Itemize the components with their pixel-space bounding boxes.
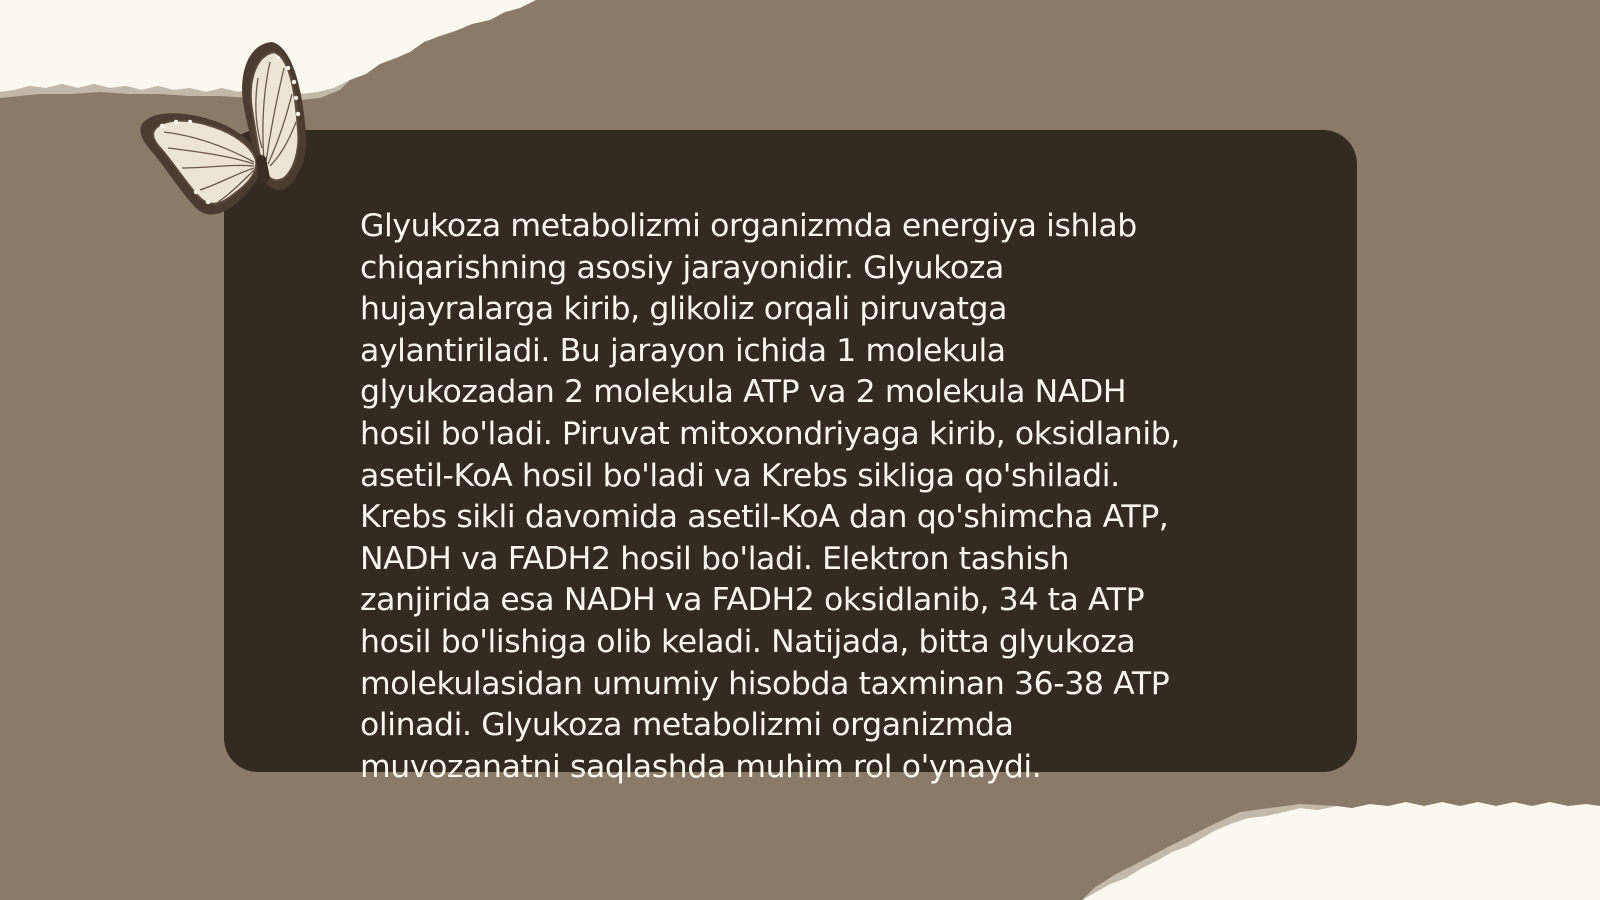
torn-paper-bottom-right bbox=[1082, 802, 1600, 900]
body-text: Glyukoza metabolizmi organizmda energiya ishlab chiqarishning asosiy jarayonidir. Glyukoza hujayralarga kirib, glikoliz orqali piruvatga aylantiriladi. Bu jarayon ichida 1 molekula glyukozadan 2 molekula ATP va 2 molekula NADH hosil bo'ladi. Piruvat mitoxondriyaga kirib, oksidlanib, asetil-KoA hosil bo'ladi va Krebs sikliga qo'shiladi. Krebs sikli davomida asetil-KoA dan qo'shimcha ATP, NADH va FADH2 hosil bo'ladi. Elektron tashish zanjirida esa NADH va FADH2 oksidlanib, 34 ta ATP hosil bo'lishiga olib keladi. Natijada, bitta glyukoza molekulasidan umumiy hisobda taxminan 36-38 ATP olinadi. Glyukoza metabolizmi organizmda muvozanatni saqlashda muhim rol o'ynaydi. bbox=[360, 208, 1180, 785]
butterfly-icon bbox=[138, 38, 338, 228]
